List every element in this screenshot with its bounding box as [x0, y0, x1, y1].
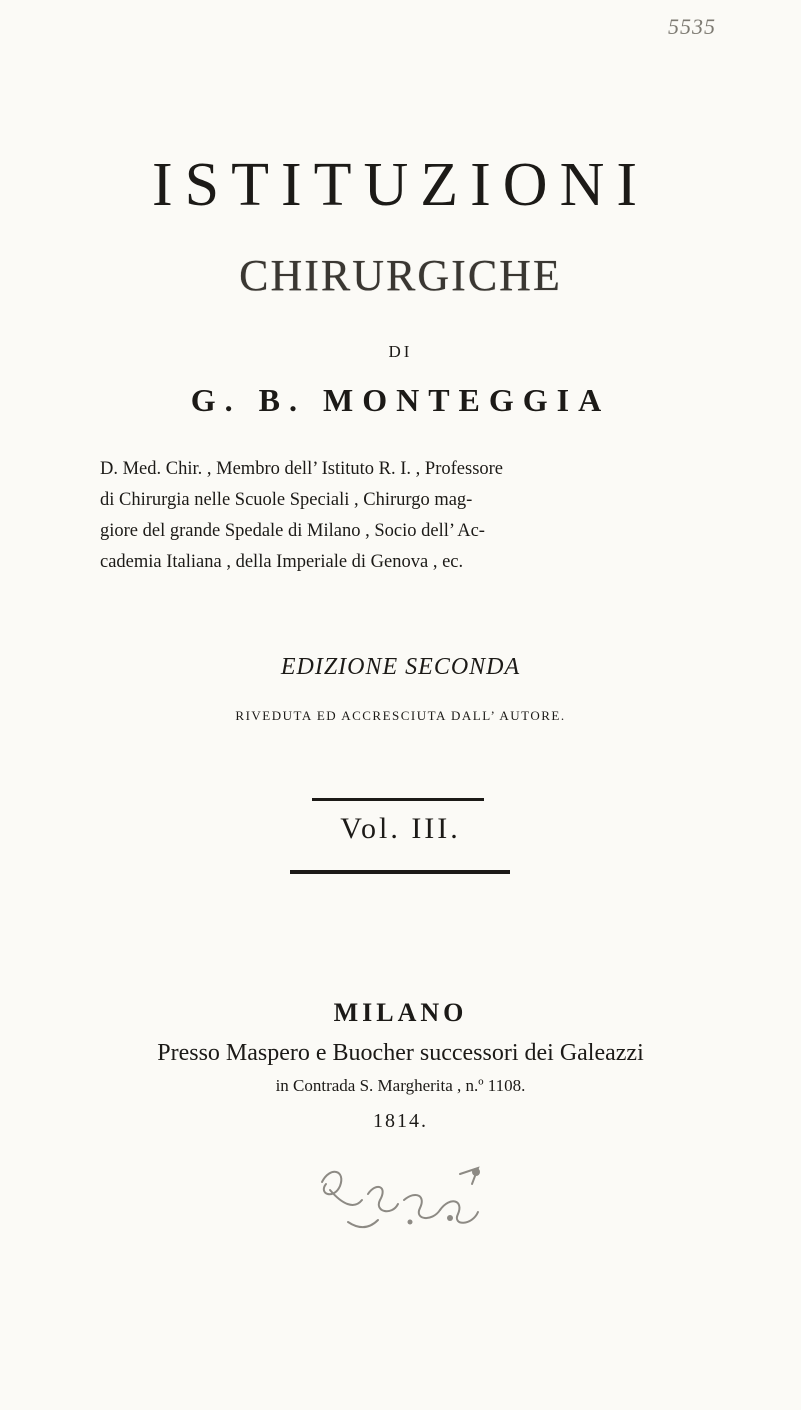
edition-label: EDIZIONE SECONDA: [280, 654, 521, 680]
author-name: G. B. MONTEGGIA: [190, 382, 611, 418]
imprint-year: 1814.: [373, 1110, 428, 1132]
shelf-mark: 5535: [668, 14, 716, 39]
rule-below-volume: [290, 870, 510, 874]
revision-note: RIVEDUTA ED ACCRESCIUTA DALL’ AUTORE.: [235, 708, 566, 723]
credentials-line-1: D. Med. Chir. , Membro dell’ Istituto R. I. , Professore: [100, 459, 504, 479]
credentials-line-3: giore del grande Spedale di Milano , Socio dell’ Ac-: [100, 521, 485, 541]
volume-number: Vol. III.: [340, 812, 461, 845]
credentials-line-2: di Chirurgia nelle Scuole Speciali , Chirurgo mag-: [100, 490, 473, 510]
rule-above-volume: [312, 798, 484, 801]
title-line-2: CHIRURGICHE: [239, 251, 562, 300]
author-preposition: DI: [388, 342, 413, 361]
imprint-address: in Contrada S. Margherita , n.º 1108.: [275, 1076, 526, 1095]
author-credentials: [100, 454, 680, 578]
credentials-line-4: cademia Italiana , della Imperiale di Genova , ec.: [100, 552, 464, 572]
library-stamp-icon: [300, 1160, 500, 1246]
imprint-city: MILANO: [333, 998, 468, 1027]
imprint-printer: Presso Maspero e Buocher successori dei Galeazzi: [157, 1040, 644, 1066]
title-line-1: ISTITUZIONI: [151, 151, 649, 219]
